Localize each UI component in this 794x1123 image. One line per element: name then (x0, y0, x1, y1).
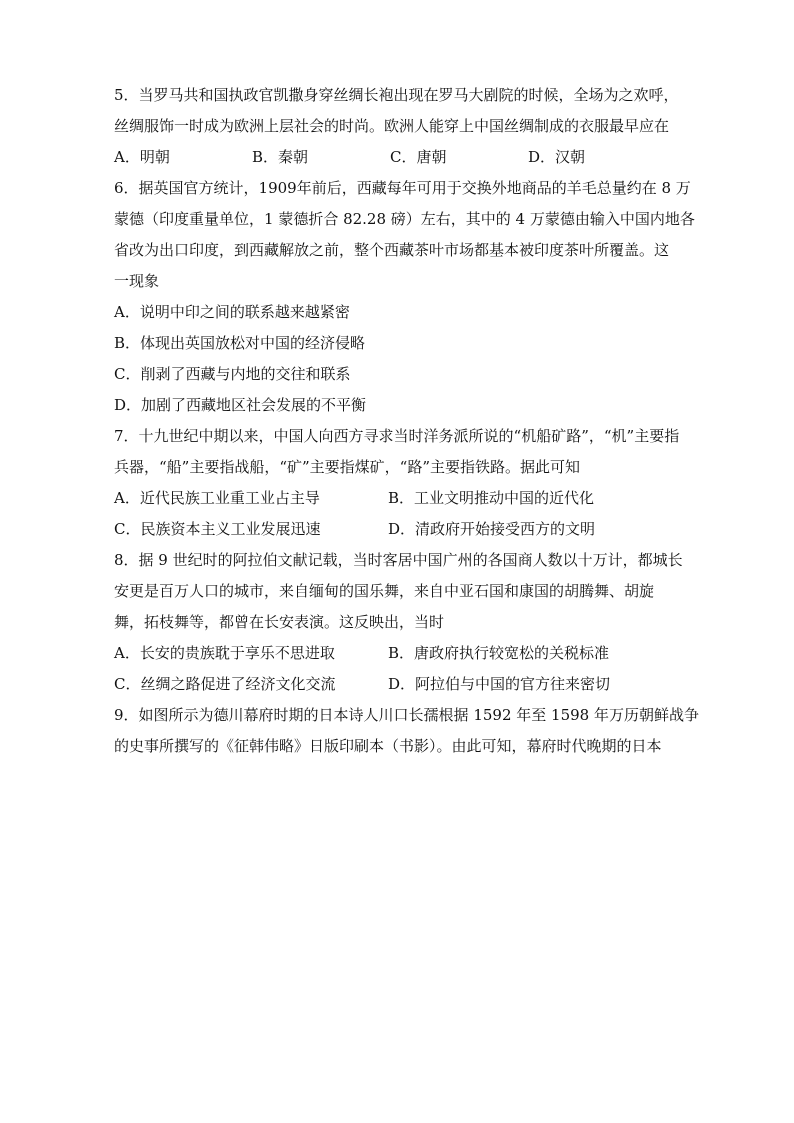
question-7-options-row-2 (114, 514, 714, 545)
question-9 (114, 700, 714, 762)
question-7-stem-line-2: 兵器，“船”主要指战船，“矿”主要指煤矿，“路”主要指铁路。据此可知 (114, 458, 581, 476)
question-6-option-b[interactable]: B．体现出英国放松对中国的经济侵略 (114, 334, 366, 352)
question-6-stem-line-3: 省改为出口印度，到西藏解放之前，整个西藏茶叶市场都基本被印度茶叶所覆盖。这 (114, 241, 670, 259)
question-8-option-d[interactable]: D．阿拉伯与中国的官方往来密切 (388, 675, 611, 693)
question-6-stem-line-2: 蒙德（印度重量单位，1 蒙德折合 82.28 磅）左右，其中的 4 万蒙德由输入中国内地各 (114, 210, 695, 228)
question-8-options-row-1 (114, 638, 714, 669)
question-list (114, 80, 714, 762)
question-6-option-d[interactable]: D．加剧了西藏地区社会发展的不平衡 (114, 396, 367, 414)
question-5-option-b[interactable]: B．秦朝 (252, 148, 309, 166)
question-9-stem-line-1: 9．如图所示为德川幕府时期的日本诗人川口长孺根据 1592 年至 1598 年万历朝鲜战争 (114, 706, 699, 724)
question-7-options-row-1 (114, 483, 714, 514)
question-6-option-a[interactable]: A．说明中印之间的联系越来越紧密 (114, 303, 350, 321)
question-5 (114, 80, 714, 173)
question-5-options (114, 142, 714, 173)
question-8-option-c[interactable]: C．丝绸之路促进了经济文化交流 (114, 675, 336, 693)
question-5-option-a[interactable]: A．明朝 (114, 148, 170, 166)
question-8-stem-line-1: 8．据 9 世纪时的阿拉伯文献记载，当时客居中国广州的各国商人数以十万计，都城长 (114, 551, 683, 569)
question-8-option-a[interactable]: A．长安的贵族耽于享乐不思进取 (114, 644, 335, 662)
question-7-option-b[interactable]: B．工业文明推动中国的近代化 (388, 489, 595, 507)
question-7-stem-line-1: 7．十九世纪中期以来，中国人向西方寻求当时洋务派所说的“机船矿路”，“机”主要指 (114, 427, 680, 445)
question-6-stem-line-1: 6．据英国官方统计，1909年前后，西藏每年可用于交换外地商品的羊毛总量约在 8 万 (114, 179, 691, 197)
question-9-stem-line-2: 的史事所撰写的《征韩伟略》日版印刷本（书影）。由此可知，幕府时代晚期的日本 (114, 737, 662, 755)
question-6-stem-line-4: 一现象 (114, 272, 160, 290)
question-8-stem-line-3: 舞，拓枝舞等，都曾在长安表演。这反映出，当时 (114, 613, 445, 631)
question-5-option-c[interactable]: C．唐朝 (390, 148, 447, 166)
question-8-stem-line-2: 安更是百万人口的城市，来自缅甸的国乐舞，来自中亚石国和康国的胡腾舞、胡旋 (114, 582, 655, 600)
question-6 (114, 173, 714, 421)
question-8-option-b[interactable]: B．唐政府执行较宽松的关税标准 (388, 644, 610, 662)
question-7-option-c[interactable]: C．民族资本主义工业发展迅速 (114, 520, 321, 538)
question-7-option-a[interactable]: A．近代民族工业重工业占主导 (114, 489, 320, 507)
question-5-stem-line-1: 5．当罗马共和国执政官凯撒身穿丝绸长袍出现在罗马大剧院的时候，全场为之欢呼， (114, 86, 679, 104)
question-6-option-c[interactable]: C．削剥了西藏与内地的交往和联系 (114, 365, 351, 383)
question-8 (114, 545, 714, 700)
question-8-options-row-2 (114, 669, 714, 700)
question-7-option-d[interactable]: D．清政府开始接受西方的文明 (388, 520, 596, 538)
question-5-option-d[interactable]: D．汉朝 (528, 148, 586, 166)
question-5-stem-line-2: 丝绸服饰一时成为欧洲上层社会的时尚。欧洲人能穿上中国丝绸制成的衣服最早应在 (114, 117, 670, 135)
question-7 (114, 421, 714, 545)
